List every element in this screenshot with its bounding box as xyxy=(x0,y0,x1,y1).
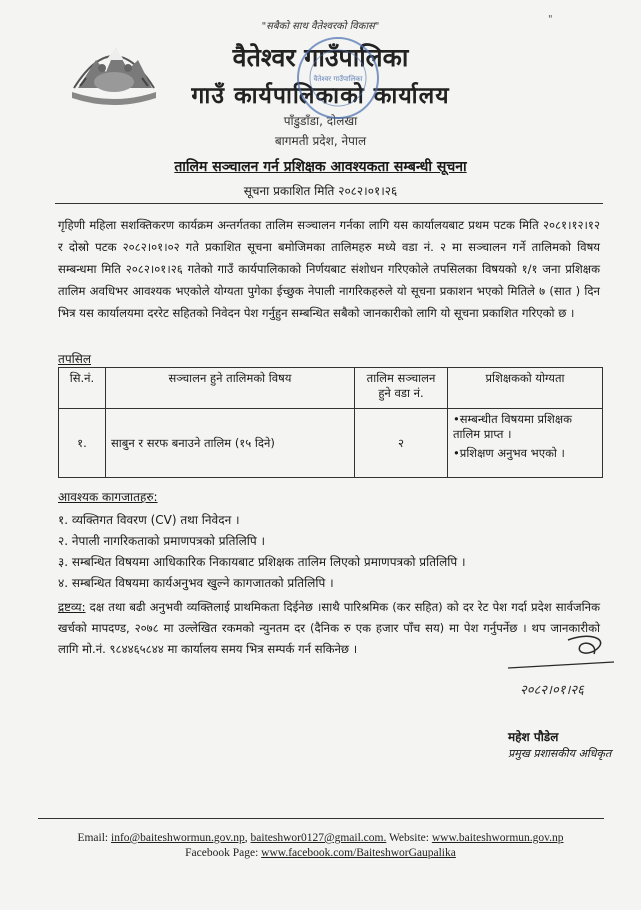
office-stamp xyxy=(292,32,384,124)
notice-body: गृहिणी महिला सशक्तिकरण कार्यक्रम अन्तर्गतका तालिम सञ्चालन गर्नका लागि यस कार्यालयबाट प्रथम पटक मिति २०८१।१२।१२ र दोस्रो पटक २०८२।०१।०२ गते प्रकाशित सूचना बमोजिमका तालिमहरु मध्ये वडा नं. २ मा सञ्चालन गर्ने तालिमको विषय सम्बन्धमा मिति २०८२।०१।२६ गतेको गाउँ कार्यपालिकाको निर्णयबाट संशोधन गरिएकोले तपसिलका विषयको १/१ जना प्रशिक्षक तालिम अवधिभर आवश्यक भएकोले योग्यता पुगेका ईच्छुक नेपाली नागरिकहरुले यो सूचना प्रकाशन भएको मितिले ७ (सात ) दिन भित्र यस कार्यालयमा दररेट सहितको निवेदन पेश गर्नुहुन सम्बन्धित सबैको जानकारीको लागि यो सूचना प्रकाशित गरिएको छ । xyxy=(58,218,600,320)
schedule-table xyxy=(58,367,603,478)
cell-subject: साबुन र सरफ बनाउने तालिम (१५ दिने) xyxy=(106,409,355,478)
header-subject: सञ्चालन हुने तालिमको विषय xyxy=(106,368,355,409)
stamp-text: वैतेश्वर गाउँपालिका xyxy=(313,75,363,83)
documents-heading: आवश्यक कागजातहरु: xyxy=(58,490,158,504)
header-serial: सि.नं. xyxy=(59,368,106,409)
qualification-item-1: •सम्बन्धीत विषयमा प्रशिक्षक तालिम प्राप्त । xyxy=(453,412,572,441)
cell-serial: १. xyxy=(59,409,106,478)
qualification-item-2: •प्रशिक्षण अनुभव भएको । xyxy=(453,446,565,460)
website-label: Website: xyxy=(386,832,432,844)
signature-mark xyxy=(498,632,618,704)
table-row xyxy=(59,409,603,478)
address-line-2: बागमती प्रदेश, नेपाल xyxy=(274,134,367,148)
email-label: Email: xyxy=(77,832,111,844)
email-link-2[interactable]: baiteshwor0127@gmail.com. xyxy=(250,832,387,844)
facebook-link[interactable]: www.facebook.com/BaiteshworGaupalika xyxy=(261,847,456,859)
header-ward: तालिम सञ्चालन हुने वडा नं. xyxy=(355,368,448,409)
header-qualification: प्रशिक्षकको योग्यता xyxy=(448,368,603,409)
website-link[interactable]: www.baiteshwormun.gov.np xyxy=(431,832,564,844)
signer-name: महेश पौडेल xyxy=(508,730,559,744)
address-line-1: पाँडुडाँडा, दोलखा xyxy=(283,114,358,128)
note-label: द्रष्टव्य: xyxy=(58,600,86,614)
document-item-4: ४. सम्बन्धित विषयमा कार्यअनुभव खुल्ने कागजातको प्रतिलिपि । xyxy=(58,576,334,590)
cell-ward: २ xyxy=(355,409,448,478)
document-item-1: १. व्यक्तिगत विवरण (CV) तथा निवेदन । xyxy=(58,513,240,527)
header-divider xyxy=(55,203,603,204)
document-item-3: ३. सम्बन्धित विषयमा आधिकारिक निकायबाट प्रशिक्षक तालिम लिएको प्रमाणपत्रको प्रतिलिपि । xyxy=(58,555,466,569)
document-item-2: २. नेपाली नागरिकताको प्रमाणपत्रको प्रतिलिपि । xyxy=(58,534,266,548)
table-header-row xyxy=(59,368,603,409)
email-link-1[interactable]: info@baiteshwormun.gov.np xyxy=(111,832,245,844)
office-name: गाउँ कार्यपालिकाको कार्यालय xyxy=(191,82,450,109)
note-text: दक्ष तथा बढी अनुभवी व्यक्तिलाई प्राथमिकता दिईनेछ ।साथै पारिश्रमिक (कर सहित) को दर रेट पेश गर्दा प्रदेश सार्वजनिक खर्चको मापदण्ड, २०७८ मा उल्लेखित रकमको न्युनतम दर (दैनिक रु एक हजार पाँच सय) मा पेश गर्नुपर्नेछ । थप जानकारीको लागि मो.नं. ९८४४६५८४४ मा कार्यालय समय भित्र सम्पर्क गर्न सकिनेछ । xyxy=(58,600,600,656)
facebook-label: Facebook Page: xyxy=(185,847,262,859)
published-date: सूचना प्रकाशित मिति २०८२।०१।२६ xyxy=(243,184,398,198)
footer-facebook xyxy=(0,847,641,859)
signer-title: प्रमुख प्रशासकीय अधिकृत xyxy=(508,747,612,760)
schedule-label: तपसिल xyxy=(58,352,92,366)
footer-divider xyxy=(38,818,604,819)
notice-title xyxy=(0,157,641,176)
signature-date: २०८२।०१।२६ xyxy=(520,683,584,698)
notice-title-text: तालिम सञ्चालन गर्न प्रशिक्षक आवश्यकता सम्बन्धी सूचना xyxy=(174,159,467,175)
footer-contact: Email: info@baiteshwormun.gov.np, baiteshwor0127@gmail.com. Website: www.baiteshwormun.gov.np xyxy=(77,832,564,844)
corner-mark: " xyxy=(548,14,553,25)
municipality-name: वैतेश्वर गाउँपालिका xyxy=(232,43,409,72)
office-motto: "सबैको साथ वैतेश्वरको विकास" xyxy=(261,21,380,32)
cell-qualification xyxy=(448,409,603,478)
